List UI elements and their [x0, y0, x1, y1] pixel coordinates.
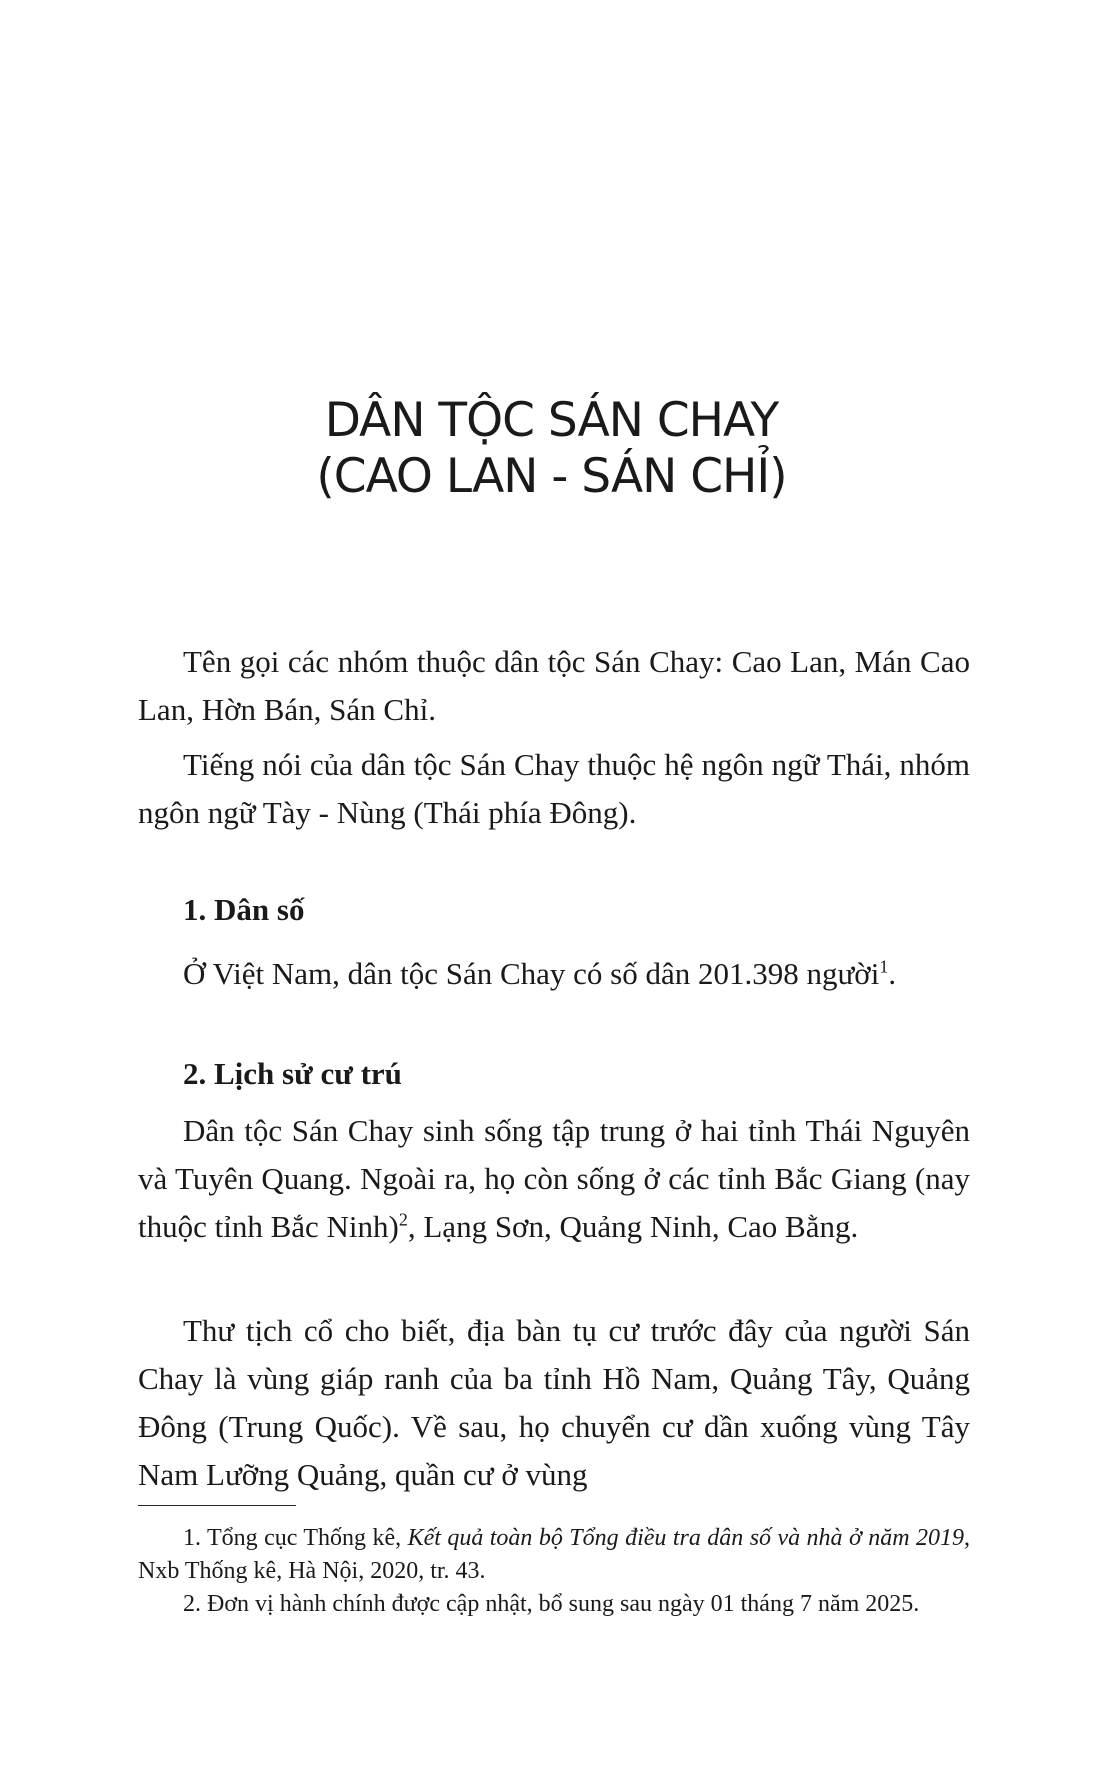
footnote-1-italic: Kết quả toàn bộ Tổng điều tra dân số và nhà ở năm 2019	[407, 1525, 964, 1551]
footnote-ref-1: 1	[879, 956, 889, 977]
chapter-title-line-2: (CAO LAN - SÁN CHỈ)	[316, 449, 787, 504]
section-1-text: Ở Việt Nam, dân tộc Sán Chay có số dân 201.398 người	[183, 956, 880, 991]
footnote-ref-2: 2	[398, 1209, 408, 1230]
chapter-title-line-1: DÂN TỘC SÁN CHAY	[324, 393, 779, 448]
footnote-2	[138, 1588, 970, 1621]
intro-paragraph-2: Tiếng nói của dân tộc Sán Chay thuộc hệ ngôn ngữ Thái, nhóm ngôn ngữ Tày - Nùng (Thái phía Đông).	[138, 747, 970, 830]
section-1-heading: 1. Dân số	[183, 892, 305, 927]
section-2-p1-after: , Lạng Sơn, Quảng Ninh, Cao Bằng.	[407, 1209, 859, 1244]
footnote-2-text: Đơn vị hành chính được cập nhật, bổ sung sau ngày 01 tháng 7 năm 2025.	[207, 1591, 920, 1617]
chapter-title	[0, 393, 1103, 505]
footnote-2-number: 2.	[183, 1591, 207, 1617]
footnote-1-text: Tổng cục Thống kê,	[207, 1525, 408, 1551]
intro-paragraph-1: Tên gọi các nhóm thuộc dân tộc Sán Chay: Cao Lan, Mán Cao Lan, Hờn Bán, Sán Chỉ.	[138, 644, 970, 727]
section-1-end: .	[888, 956, 897, 991]
section-2-heading: 2. Lịch sử cư trú	[183, 1056, 402, 1091]
footnote-1	[138, 1522, 970, 1588]
section-1-paragraph	[138, 950, 970, 998]
section-2-p1-before: Dân tộc Sán Chay sinh sống tập trung ở hai tỉnh Thái Nguyên và Tuyên Quang. Ngoài ra, họ còn sống ở các tỉnh Bắc Giang (nay thuộc tỉnh Bắc Ninh)	[138, 1113, 970, 1244]
section-2-paragraph-2: Thư tịch cổ cho biết, địa bàn tụ cư trước đây của người Sán Chay là vùng giáp ranh của ba tỉnh Hồ Nam, Quảng Tây, Quảng Đông (Trung Quốc). Về sau, họ chuyển cư dần xuống vùng Tây Nam Lưỡng Quảng, quần cư ở vùng	[138, 1313, 970, 1492]
footnote-1-number: 1.	[183, 1525, 207, 1551]
section-2-paragraph-1	[138, 1107, 970, 1251]
footnote-divider	[138, 1505, 296, 1506]
footnote-1-after: , Nxb Thống kê, Hà Nội, 2020, tr. 43.	[138, 1525, 970, 1584]
